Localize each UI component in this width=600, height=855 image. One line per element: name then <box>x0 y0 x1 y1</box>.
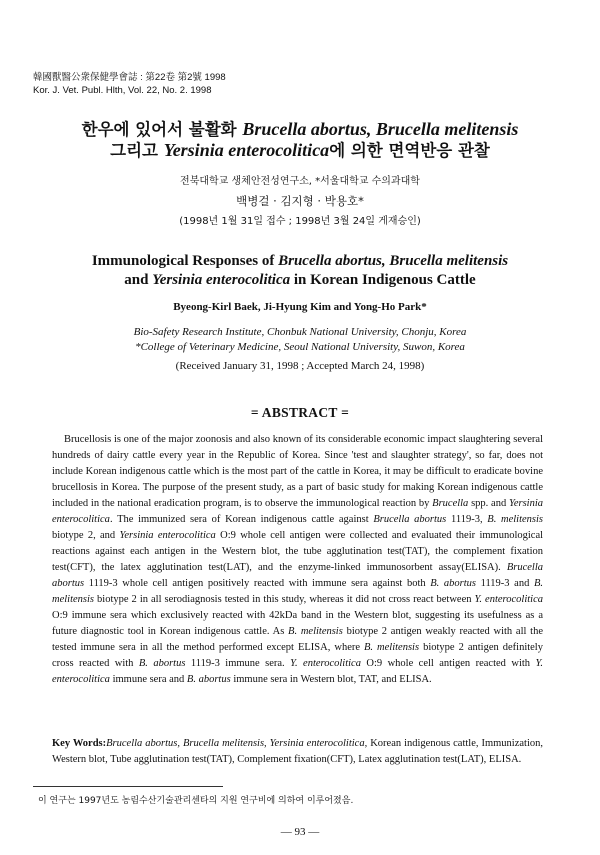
abstract-text: biotype 2 antigen weakly reacted with all the tested immune sera in all the method performed except ELISA, where <box>52 626 543 653</box>
abstract-text: biotype 2 in all serodiagnosis tested in this study, whereas it did not cross react between <box>94 594 475 605</box>
abstract-text: immune sera in Western blot, TAT, and ELISA. <box>230 674 432 685</box>
keywords <box>52 736 543 767</box>
korean-title <box>0 119 600 161</box>
korean-title-species-1: Brucella abortus, Brucella melitensis <box>242 119 519 139</box>
english-affiliations <box>0 325 600 355</box>
journal-header-english: Kor. J. Vet. Publ. Hlth, Vol. 22, No. 2. 1998 <box>33 85 212 96</box>
abstract-text: immune sera and <box>109 674 187 685</box>
abstract-species: B. melitensis <box>288 626 343 637</box>
keywords-label: Key Words: <box>52 738 107 749</box>
journal-header-korean: 韓國獸醫公衆保健學會誌 : 第22卷 第2號 1998 <box>33 72 226 83</box>
abstract-species: B. abortus <box>138 658 186 669</box>
english-affiliation-1: Bio-Safety Research Institute, Chonbuk National University, Chonju, Korea <box>133 326 467 338</box>
footnote-divider <box>33 786 223 787</box>
abstract-species: Brucella abortus <box>373 514 447 525</box>
korean-affiliation: 전북대학교 생체안전성연구소, *서울대학교 수의과대학 <box>180 176 420 187</box>
korean-authors: 백병걸 · 김지형 · 박용호* <box>236 194 364 208</box>
korean-title-species-2: Yersinia enterocolitica <box>163 140 330 160</box>
abstract-text: O:9 whole cell antigen were collected and evaluated their immunological reactions against each antigen in the Western blot, the tube agglutination test(TAT), the complement fixation test(CFT), the latex agglutination test(LAT), and the enzyme-linked immunosorbent assay(ELISA). <box>52 530 544 573</box>
abstract-text: O:9 immune sera which exclusively reacted with 42kDa band in the Western blot, suggesting its usefulness as a future diagnostic tool in Korean indigenous cattle. As <box>52 610 543 637</box>
abstract-text: 1119-3 and <box>475 578 534 589</box>
abstract-text: Brucellosis is one of the major zoonosis and also known of its considerable economic impact slaughtering several hundreds of dairy cattle every year in the Republic of Korea. Since 'test and slaughter strategy', so far, does not include Korean indigenous cattle which is the most part of the cattle in Korea, it may be difficult to eradicate bovine brucellosis in Korea. The purpose of the present study, as a part of basic study for making Korean indigenous cattle included in the national eradication program, is to observe the immunological reaction by <box>52 434 543 509</box>
english-authors: Byeong-Kirl Baek, Ji-Hyung Kim and Yong-Ho Park* <box>173 301 427 313</box>
abstract-species: B. melitensis <box>52 578 543 605</box>
english-title <box>0 252 600 290</box>
english-title-species-2: Yersinia enterocolitica <box>152 272 291 288</box>
journal-header <box>33 71 226 97</box>
abstract-text: 1119-3 whole cell antigen positively reacted with immune sera against both <box>84 578 431 589</box>
abstract-text: O:9 whole cell antigen reacted with <box>360 658 536 669</box>
english-dates: (Received January 31, 1998 ; Accepted March 24, 1998) <box>175 360 425 372</box>
abstract-heading: = ABSTRACT = <box>250 405 350 420</box>
english-title-suffix: in Korean Indigenous Cattle <box>290 272 476 288</box>
abstract-species: Brucella <box>432 498 469 509</box>
abstract-species: Y. enterocolitica <box>474 594 543 605</box>
english-title-species-1: Brucella abortus, Brucella melitensis <box>278 253 509 269</box>
page-number: — 93 — <box>280 826 320 838</box>
abstract-text: biotype 2, and <box>52 530 120 541</box>
abstract-body <box>52 432 543 688</box>
abstract-species: B. abortus <box>430 578 476 589</box>
abstract-species: B. melitensis <box>364 642 420 653</box>
keywords-species: Brucella abortus, Brucella melitensis, Yersinia enterocolitica, <box>106 738 368 749</box>
abstract-text: . The immunized sera of Korean indigenous cattle against <box>109 514 374 525</box>
abstract-species: B. abortus <box>186 674 231 685</box>
footnote: 이 연구는 1997년도 농림수산기술관리센타의 지원 연구비에 의하여 이루어졌음. <box>38 796 354 806</box>
abstract-species: Y. enterocolitica <box>52 658 543 685</box>
korean-title-prefix-2: 그리고 <box>110 141 164 160</box>
abstract-species: Yersinia enterocolitica <box>52 498 543 525</box>
abstract-text: 1119-3 immune sera. <box>185 658 291 669</box>
abstract-species: Brucella abortus <box>52 562 543 589</box>
abstract-species: Yersinia enterocolitica <box>119 530 216 541</box>
abstract-text: 1119-3, <box>446 514 488 525</box>
keywords-rest: Korean indigenous cattle, Immunization, Western blot, Tube agglutination test(TAT), Complement fixation(CFT), Latex agglutination test(LAT), ELISA. <box>52 738 543 765</box>
english-title-prefix: Immunological Responses of <box>91 253 279 269</box>
abstract-species: Y. enterocolitica <box>290 658 361 669</box>
english-title-prefix-2: and <box>124 272 153 288</box>
abstract-text: spp. and <box>468 498 509 509</box>
korean-title-suffix: 에 의한 면역반응 관찰 <box>329 141 490 160</box>
korean-title-prefix: 한우에 있어서 불활화 <box>81 120 243 139</box>
abstract-species: B. melitensis <box>487 514 544 525</box>
abstract-text: biotype 2 antigen definitely cross reacted with <box>52 642 543 669</box>
english-affiliation-2: *College of Veterinary Medicine, Seoul National University, Suwon, Korea <box>135 341 465 353</box>
korean-dates: (1998년 1월 31일 접수 ; 1998년 3월 24일 게재승인) <box>179 216 421 227</box>
